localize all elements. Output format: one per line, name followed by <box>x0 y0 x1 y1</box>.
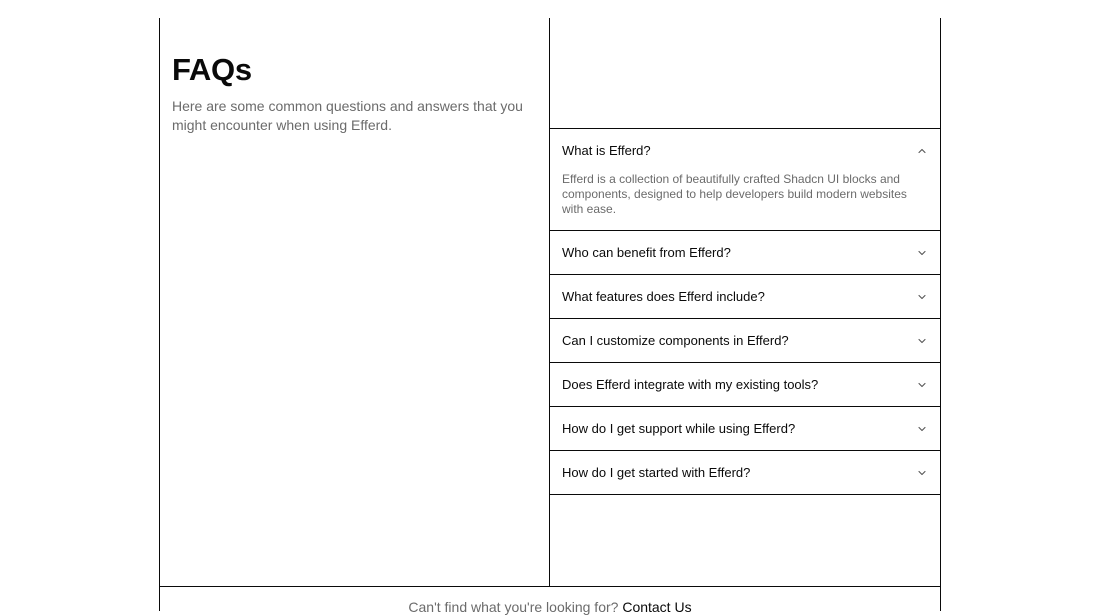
faq-trigger-features[interactable] <box>550 275 940 318</box>
faq-item <box>550 451 940 494</box>
page-title: FAQs <box>172 52 252 87</box>
faq-answer: Efferd is a collection of beautifully crafted Shadcn UI blocks and components, designed to help developers build modern websites with ease. <box>562 172 907 216</box>
footer-contact <box>160 599 940 615</box>
faq-question: How do I get support while using Efferd? <box>562 421 796 436</box>
page-description: Here are some common questions and answers that you might encounter when using Efferd. <box>172 98 523 133</box>
chevron-down-icon <box>917 336 927 346</box>
faq-question: Does Efferd integrate with my existing tools? <box>562 377 819 392</box>
faq-trigger-support[interactable] <box>550 407 940 450</box>
faq-trigger-who-can-benefit[interactable] <box>550 231 940 274</box>
frame-left-border <box>159 18 160 611</box>
chevron-down-icon <box>917 292 927 302</box>
faq-question: Who can benefit from Efferd? <box>562 245 731 260</box>
faq-item <box>550 231 940 275</box>
chevron-down-icon <box>917 248 927 258</box>
faq-question: What is Efferd? <box>562 143 651 158</box>
chevron-down-icon <box>917 424 927 434</box>
faq-question: Can I customize components in Efferd? <box>562 333 789 348</box>
contact-us-link[interactable]: Contact Us <box>622 599 692 615</box>
faq-item <box>550 129 940 231</box>
faq-item <box>550 363 940 407</box>
faq-accordion <box>550 128 940 495</box>
faq-intro <box>172 52 532 135</box>
faq-trigger-what-is-efferd[interactable] <box>550 129 940 172</box>
footer-divider <box>159 586 941 587</box>
faq-question: How do I get started with Efferd? <box>562 465 751 480</box>
faq-trigger-integrate[interactable] <box>550 363 940 406</box>
faq-trigger-get-started[interactable] <box>550 451 940 494</box>
footer-prompt: Can't find what you're looking for? <box>408 599 619 615</box>
faq-item <box>550 407 940 451</box>
faq-question: What features does Efferd include? <box>562 289 765 304</box>
chevron-down-icon <box>917 468 927 478</box>
frame-right-border <box>940 18 941 611</box>
faq-item <box>550 319 940 363</box>
chevron-up-icon <box>917 146 927 156</box>
faq-trigger-customize[interactable] <box>550 319 940 362</box>
faq-item <box>550 275 940 319</box>
chevron-down-icon <box>917 380 927 390</box>
